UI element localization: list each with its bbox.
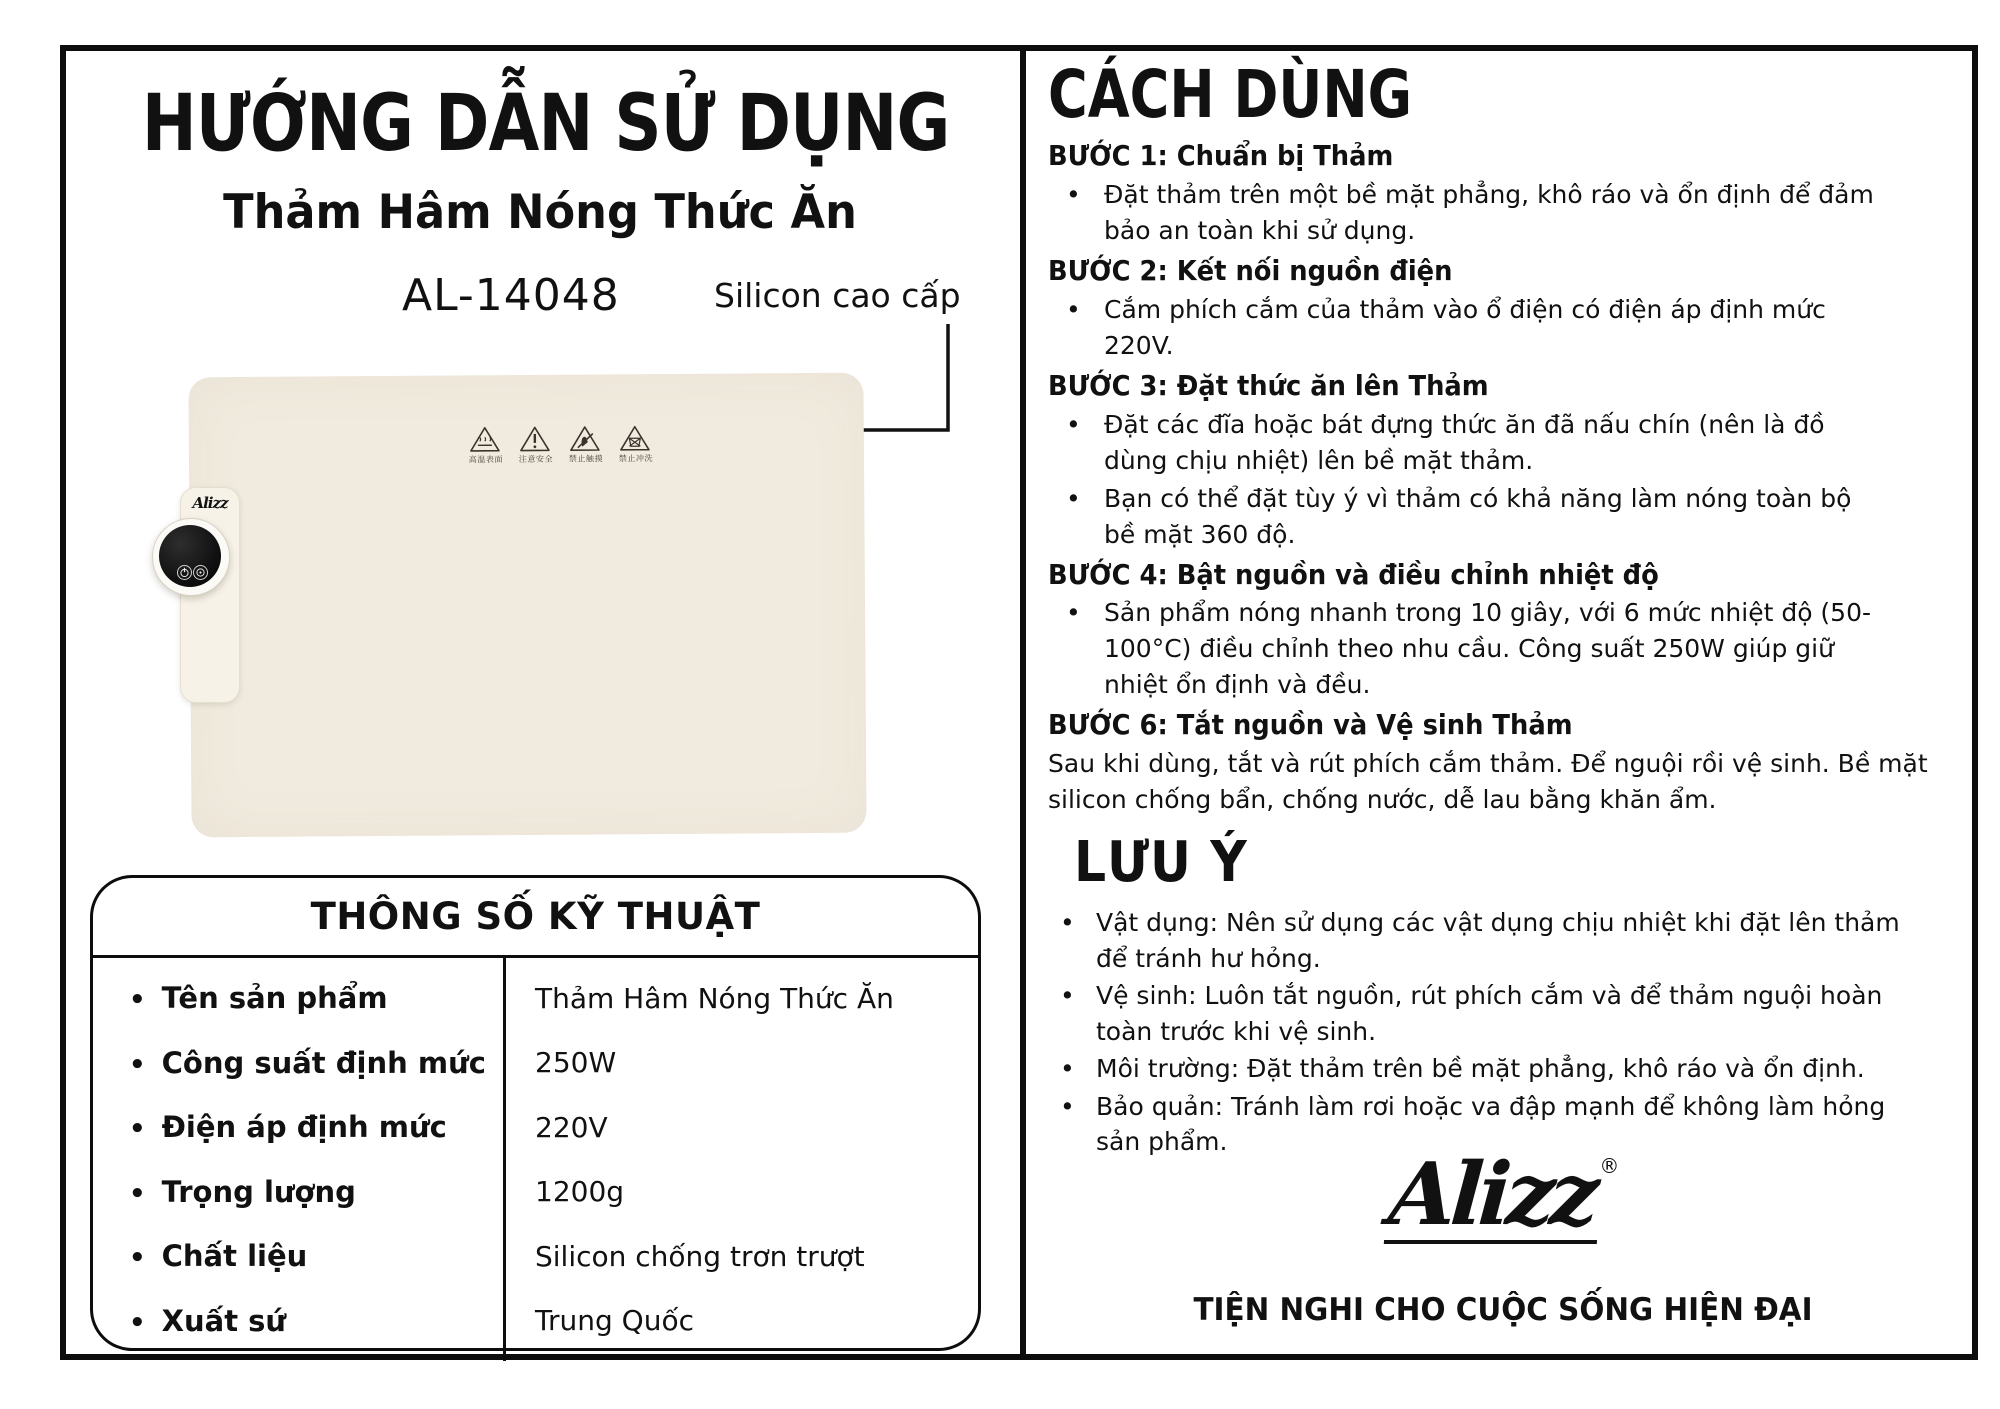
table-row (93, 1046, 978, 1080)
warning-caution (517, 425, 553, 465)
step-6-paragraph: Sau khi dùng, tắt và rút phích cắm thảm. Để nguội rồi vệ sinh. Bề mặt silicon chống bẩn, chống nước, dễ lau bằng khăn ẩm. (1048, 749, 1928, 815)
left-header (66, 51, 1014, 330)
brand-wordmark: Alizz (1383, 1152, 1602, 1244)
list-item: • Vệ sinh: Luôn tắt nguồn, rút phích cắm và để thảm nguội hoàn toàn trước khi vệ sinh. (1048, 978, 1928, 1049)
usage-section (1048, 56, 1958, 1162)
step-4-heading: BƯỚC 4: Bật nguồn và điều chỉnh nhiệt độ (1048, 557, 1659, 591)
spec-value: Thảm Hâm Nóng Thức Ăn (535, 981, 894, 1015)
spec-label: • Công suất định mức (93, 1046, 503, 1080)
notes-list (1048, 905, 1928, 1160)
list-item: • Đặt thảm trên một bề mặt phẳng, khô ráo và ổn định để đảm bảo an toàn khi sử dụng. (1048, 177, 1888, 249)
list-item: • Sản phẩm nóng nhanh trong 10 giây, với 6 mức nhiệt độ (50-100°C) điều chỉnh theo nhu cầu. Công suất 250W giúp giữ nhiệt ổn định và đều. (1048, 595, 1888, 703)
spec-value: 220V (535, 1110, 608, 1144)
column-divider (1020, 45, 1026, 1360)
table-row (93, 1239, 978, 1273)
product-mat-image (188, 373, 866, 838)
power-icon (179, 567, 190, 578)
temperature-button (193, 565, 208, 580)
list-item: • Môi trường: Đặt thảm trên bề mặt phẳng, khô ráo và ổn định. (1048, 1051, 1928, 1087)
warning-hot-surface (467, 425, 503, 465)
brand-logo (1048, 1144, 1958, 1245)
knob-display (159, 525, 221, 587)
spec-label: • Chất liệu (93, 1239, 503, 1273)
hot-surface-icon (469, 425, 501, 453)
brand-tagline: TIỆN NGHI CHO CUỘC SỐNG HIỆN ĐẠI (1193, 1292, 1813, 1328)
list-item: • Bảo quản: Tránh làm rơi hoặc va đập mạnh để không làm hỏng sản phẩm. (1048, 1089, 1928, 1160)
spec-value: 1200g (535, 1175, 625, 1209)
material-callout-label: Silicon cao cấp (714, 276, 961, 315)
spec-table (90, 875, 981, 1351)
spec-value: 250W (535, 1046, 617, 1080)
step-3-heading: BƯỚC 3: Đặt thức ăn lên Thảm (1048, 368, 1489, 402)
table-row (93, 981, 978, 1015)
model-number: AL-14048 (402, 270, 620, 321)
no-touch-icon (569, 424, 601, 452)
spec-label: • Trọng lượng (93, 1175, 503, 1209)
step-6-heading: BƯỚC 6: Tắt nguồn và Vệ sinh Thảm (1048, 708, 1573, 742)
step-4-bullets (1048, 595, 1888, 703)
spec-label: • Điện áp định mức (93, 1110, 503, 1144)
no-wash-icon (619, 424, 651, 452)
warning-icons-group (467, 424, 653, 465)
usage-title: CÁCH DÙNG (1048, 56, 1413, 133)
warning-caption: 禁止冲洗 (618, 454, 654, 464)
caution-icon (519, 425, 551, 453)
registered-mark: ® (1599, 1154, 1620, 1178)
heat-level-icon (195, 567, 206, 578)
page-subtitle: Thảm Hâm Nóng Thức Ăn (223, 185, 857, 240)
notes-title: LƯU Ý (1074, 830, 1248, 896)
step-2-heading: BƯỚC 2: Kết nối nguồn điện (1048, 254, 1453, 288)
spec-table-divider (503, 958, 506, 1361)
warning-no-wash (617, 424, 653, 464)
step-3-bullets (1048, 407, 1888, 553)
step-2-bullets (1048, 292, 1888, 364)
warning-caption: 禁止触摸 (568, 455, 604, 465)
step-1-heading: BƯỚC 1: Chuẩn bị Thảm (1048, 139, 1394, 173)
page-title: HƯỚNG DẪN SỬ DỤNG (141, 79, 950, 169)
list-item: • Đặt các đĩa hoặc bát đựng thức ăn đã nấu chín (nên là đồ dùng chịu nhiệt) lên bề mặt thảm. (1048, 407, 1888, 479)
spec-table-body (93, 958, 978, 1361)
spec-label: • Xuất sứ (93, 1304, 503, 1338)
spec-table-title: THÔNG SỐ KỸ THUẬT (93, 878, 978, 958)
control-knob (152, 518, 230, 596)
warning-caption: 高温表面 (468, 455, 504, 465)
spec-value: Trung Quốc (535, 1304, 694, 1338)
table-row (93, 1110, 978, 1144)
spec-label: • Tên sản phẩm (93, 981, 503, 1015)
table-row (93, 1304, 978, 1338)
list-item: • Bạn có thể đặt tùy ý vì thảm có khả năng làm nóng toàn bộ bề mặt 360 độ. (1048, 481, 1888, 553)
warning-caption: 注意安全 (518, 455, 554, 465)
step-1-bullets (1048, 177, 1888, 249)
controller-brand-label: Alizz (192, 494, 228, 512)
list-item: • Vật dụng: Nên sử dụng các vật dụng chịu nhiệt khi đặt lên thảm để tránh hư hỏng. (1048, 905, 1928, 976)
power-button (177, 565, 192, 580)
list-item: • Cắm phích cắm của thảm vào ổ điện có điện áp định mức 220V. (1048, 292, 1888, 364)
table-row (93, 1175, 978, 1209)
warning-no-touch (567, 424, 603, 464)
spec-value: Silicon chống trơn trượt (535, 1239, 865, 1273)
